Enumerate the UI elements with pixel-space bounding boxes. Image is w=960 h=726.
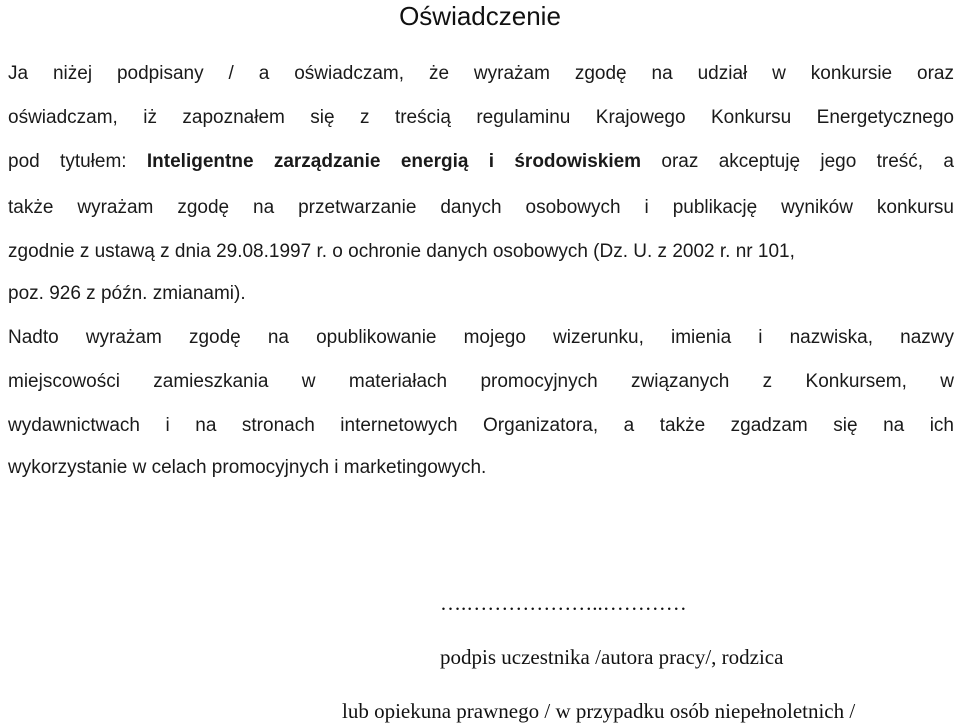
signature-caption-continued: lub opiekuna prawnego / w przypadku osób niepełnoletnich / xyxy=(342,699,856,723)
paragraph-line: miejscowości zamieszkania w materiałach promocyjnych związanych z Konkursem, w xyxy=(8,371,954,392)
paragraph-line: wydawnictwach i na stronach internetowych Organizatora, a także zgadzam się na ich xyxy=(8,415,954,436)
paragraph-text: oraz akceptuję jego treść, a xyxy=(641,151,954,172)
document-title: Oświadczenie xyxy=(399,1,561,31)
paragraph-line: oświadczam, iż zapoznałem się z treścią regulaminu Krajowego Konkursu Energetycznego xyxy=(8,107,954,128)
signature-caption: podpis uczestnika /autora pracy/, rodzica xyxy=(440,645,784,669)
signature-line: ….………………..………… xyxy=(440,591,687,615)
paragraph-line: zgodnie z ustawą z dnia 29.08.1997 r. o ochronie danych osobowych (Dz. U. z 2002 r. nr 101, xyxy=(8,241,795,262)
paragraph-line: Ja niżej podpisany / a oświadczam, że wyrażam zgodę na udział w konkursie oraz xyxy=(8,63,954,84)
paragraph-line: Nadto wyrażam zgodę na opublikowanie mojego wizerunku, imienia i nazwiska, nazwy xyxy=(8,327,954,348)
paragraph-line: poz. 926 z późn. zmianami). xyxy=(8,283,246,304)
paragraph-line: także wyrażam zgodę na przetwarzanie danych osobowych i publikację wyników konkursu xyxy=(8,197,954,218)
paragraph-text: pod tytułem: xyxy=(8,151,147,172)
paragraph-line: wykorzystanie w celach promocyjnych i marketingowych. xyxy=(8,457,487,478)
paragraph-line-with-competition-title xyxy=(8,150,954,174)
competition-title: Inteligentne zarządzanie energią i środowiskiem xyxy=(146,151,642,172)
